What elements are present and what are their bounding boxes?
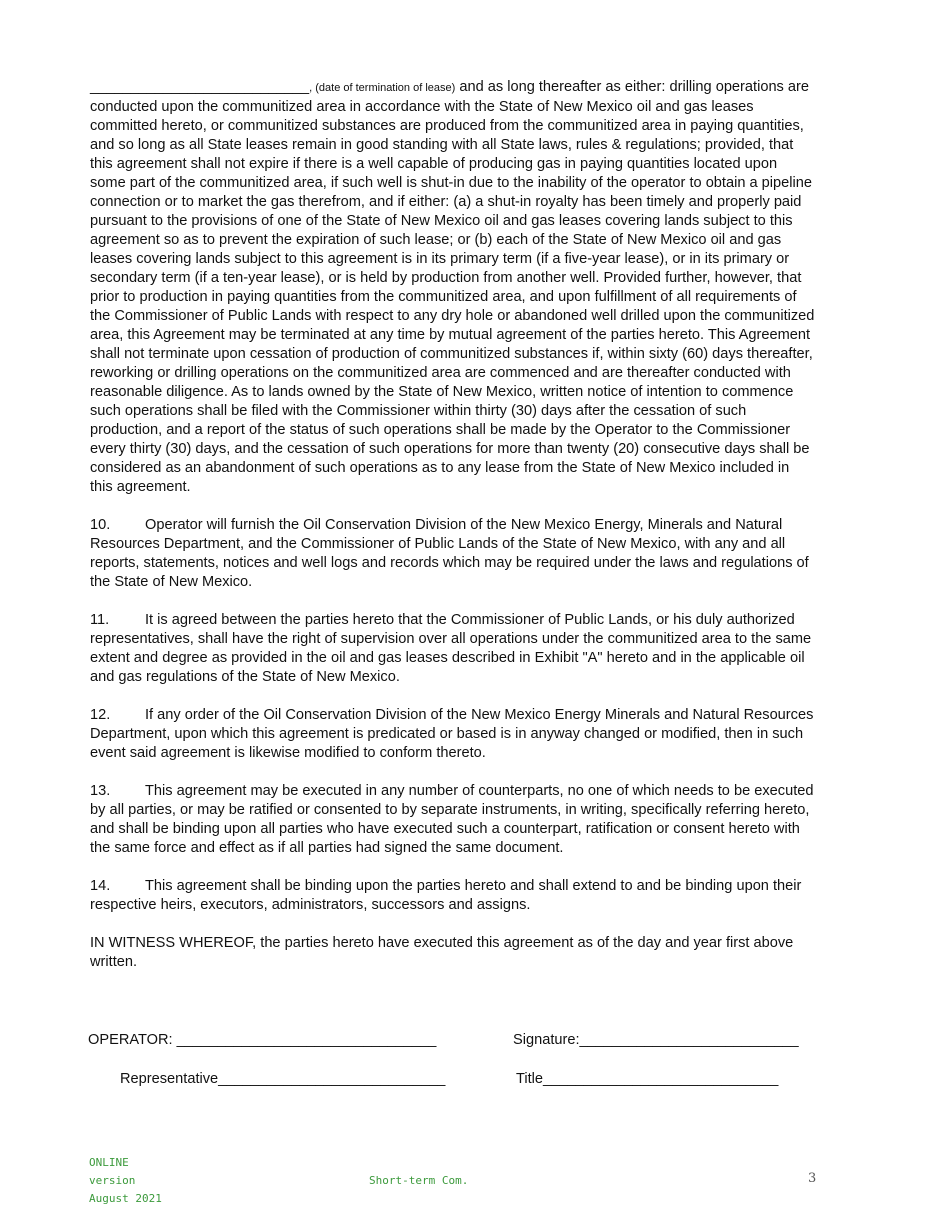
clause-number: 13. (90, 783, 111, 799)
clause-number: 12. (90, 707, 111, 723)
operator-signature-line[interactable]: OPERATOR: ________________________________ (88, 1032, 437, 1048)
clause-14 (90, 877, 816, 915)
footer-document-type: Short-term Com. (369, 1174, 469, 1187)
witness-statement: IN WITNESS WHEREOF, the parties hereto have executed this agreement as of the day and year first above written. (90, 935, 794, 970)
clause-10 (90, 516, 816, 592)
page-number: 3 (808, 1171, 817, 1186)
agreement-body (90, 78, 816, 972)
termination-date-blank: ___________________________ (90, 79, 310, 95)
clause-text: It is agreed between the parties hereto that the Commissioner of Public Lands, or his duly authorized representatives, shall have the right of supervision over all operations under the communitized area to the same extent and degree as provided in the oil and gas leases described in Exhibit "A" hereto and in the applicable oil and gas regulations of the State of New Mexico. (90, 612, 812, 685)
clause-9-text: and as long thereafter as either: drilling operations are conducted upon the communitized area in accordance with the State of New Mexico oil and gas leases committed hereto, or communitized substances are produced from the communitized area in paying quantities, and so long as all State leases remain in good standing with all State laws, rules & regulations; provided, that this agreement shall not expire if there is a well capable of producing gas in paying quantities located upon some part of the communitized area, if such well is shut-in due to the inability of the operator to obtain a pipeline connection or to market the gas therefrom, and if either: (a) a shut-in royalty has been timely and properly paid pursuant to the provisions of one of the State of New Mexico oil and gas leases covering lands subject to this agreement so as to prevent the expiration of such lease; or (b) each of the State of New Mexico oil and gas leases covering lands subject to this agreement is in its primary term (if a five-year lease), or in its primary or secondary term (if a ten-year lease), or is held by production from another well. Provided further, however, that prior to production in paying quantities from the communitized area, and upon fulfillment of all requirements of the Commissioner of Public Lands with respect to any dry hole or abandoned well drilled upon the communitized area, this Agreement may be terminated at any time by mutual agreement of the parties hereto. This Agreement shall not terminate upon cessation of production of communitized substances if, within sixty (60) days thereafter, reworking or drilling operations on the communitized area are commenced and are thereafter conducted with reasonable diligence. As to lands owned by the State of New Mexico, written notice of intention to commence such operations shall be filed with the Commissioner within thirty (30) days after the cessation of such production, and a report of the status of such operations shall be made by the Operator to the Commissioner every thirty (30) days, and the cessation of such operations for more than twenty (20) consecutive days shall be considered as an abandonment of such operations as to any lease from the State of New Mexico included in this agreement. (90, 79, 815, 495)
clause-13 (90, 782, 816, 858)
title-line[interactable]: Title_____________________________ (516, 1071, 779, 1087)
clause-9-continuation (90, 78, 816, 497)
termination-date-label: , (date of termination of lease) (309, 82, 456, 94)
footer-date: August 2021 (89, 1192, 162, 1205)
clause-text: This agreement shall be binding upon the parties hereto and shall extend to and be binding upon their respective heirs, executors, administrators, successors and assigns. (90, 878, 802, 913)
footer-online: ONLINE (89, 1156, 129, 1169)
clause-number: 10. (90, 517, 111, 533)
representative-line[interactable]: Representative____________________________ (120, 1071, 446, 1087)
clause-number: 14. (90, 878, 111, 894)
signature-line[interactable]: Signature:___________________________ (513, 1032, 799, 1048)
clause-11 (90, 611, 816, 687)
footer-version: version (89, 1174, 136, 1187)
clause-text: Operator will furnish the Oil Conservation Division of the New Mexico Energy, Minerals and Natural Resources Department, and the Commissioner of Public Lands of the State of New Mexico, with any and all reports, statements, notices and well logs and records which may be required under the laws and regulations of the State of New Mexico. (90, 517, 809, 590)
footer-version-block (89, 1154, 162, 1208)
clause-12 (90, 706, 816, 763)
clause-number: 11. (90, 612, 110, 628)
clause-text: If any order of the Oil Conservation Division of the New Mexico Energy Minerals and Natural Resources Department, upon which this agreement is predicated or based is in anyway changed or modified, then in such event said agreement is likewise modified to conform thereto. (90, 707, 814, 761)
clause-text: This agreement may be executed in any number of counterparts, no one of which needs to be executed by all parties, or may be ratified or consented to by separate instruments, in writing, specifically referring hereto, and shall be binding upon all parties who have executed such a counterpart, ratification or consent hereto with the same force and effect as if all parties had signed the same document. (90, 783, 814, 856)
